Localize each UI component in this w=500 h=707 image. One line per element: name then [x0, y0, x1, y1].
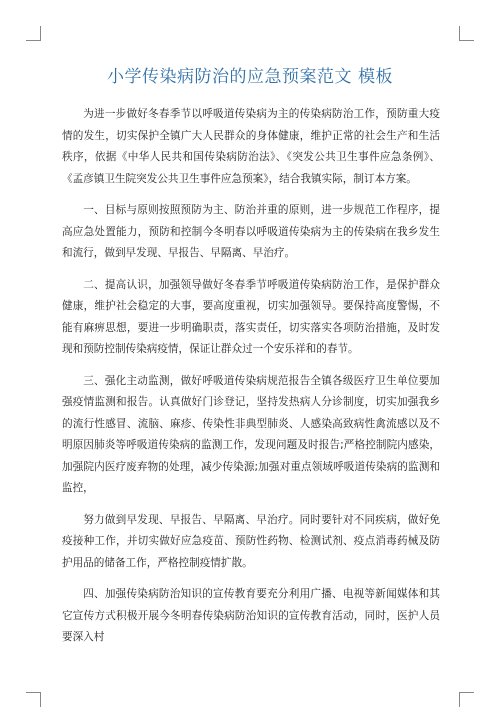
- crop-mark-top-right: [459, 26, 474, 41]
- paragraph-section-4: 四、加强传染病防治知识的宣传教育要充分利用广播、电视等新闻媒体和其它宣传方式积极开展今冬明春传染病防治知识的宣传教育活动，同时，医护人员要深入村: [62, 588, 440, 643]
- paragraph-intro: 为进一步做好冬春季节以呼吸道传染病为主的传染病防治工作，预防重大疫情的发生，切实保护全镇广大人民群众的身体健康，维护正常的社会生产和生活秩序，依据《中华人民共和国传染病防治法》、《突发公共卫生事件应急条例》、《孟彦镇卫生院突发公共卫生事件应急预案》，结合我镇实际，制订本方案。: [62, 108, 440, 185]
- paragraph-section-3: 三、强化主动监测，做好呼吸道传染病规范报告全镇各级医疗卫生单位要加强疫情监测和报告。认真做好门诊登记，坚持发热病人分诊制度，切实加强我乡的流行性感冒、流脑、麻疹、传染性非典型肺炎、人感染高致病性禽流感以及不明原因肺炎等呼吸道传染病的监测工作，发现问题及时报告;严格控制院内感染，加强院内医疗废弃物的处理，减少传染源;加强对重点领域呼吸道传染病的监测和监控，: [62, 374, 440, 494]
- paragraph-section-2: 二、提高认识，加强领导做好冬春季节呼吸道传染病防治工作，是保护群众健康，维护社会稳定的大事，要高度重视，切实加强领导。要保持高度警惕，不能有麻痹思想，要进一步明确职责，落实责任，切实落实各项防治措施，及时发现和预防控制传染病疫情，保证让群众过一个安乐祥和的春节。: [62, 278, 440, 355]
- paragraph-section-1: 一、目标与原则按照预防为主、防治并重的原则，进一步规范工作程序，提高应急处置能力，预防和控制今冬明春以呼吸道传染病为主的传染病在我乡发生和流行，做到早发现、早报告、早隔离、早治疗。: [62, 204, 440, 259]
- crop-mark-top-left: [26, 26, 41, 41]
- paragraph-section-3-cont: 努力做到早发现、早报告、早隔离、早治疗。同时要针对不同疾病，做好免疫接种工作，并切实做好应急疫苗、预防性药物、检测试剂、疫点消毒药械及防护用品的储备工作，严格控制疫情扩散。: [62, 513, 440, 569]
- document-title: 小学传染病防治的应急预案范文 模板: [107, 67, 393, 87]
- crop-mark-bottom-left: [26, 692, 41, 707]
- crop-mark-bottom-right: [459, 692, 474, 707]
- document-body: [62, 104, 440, 659]
